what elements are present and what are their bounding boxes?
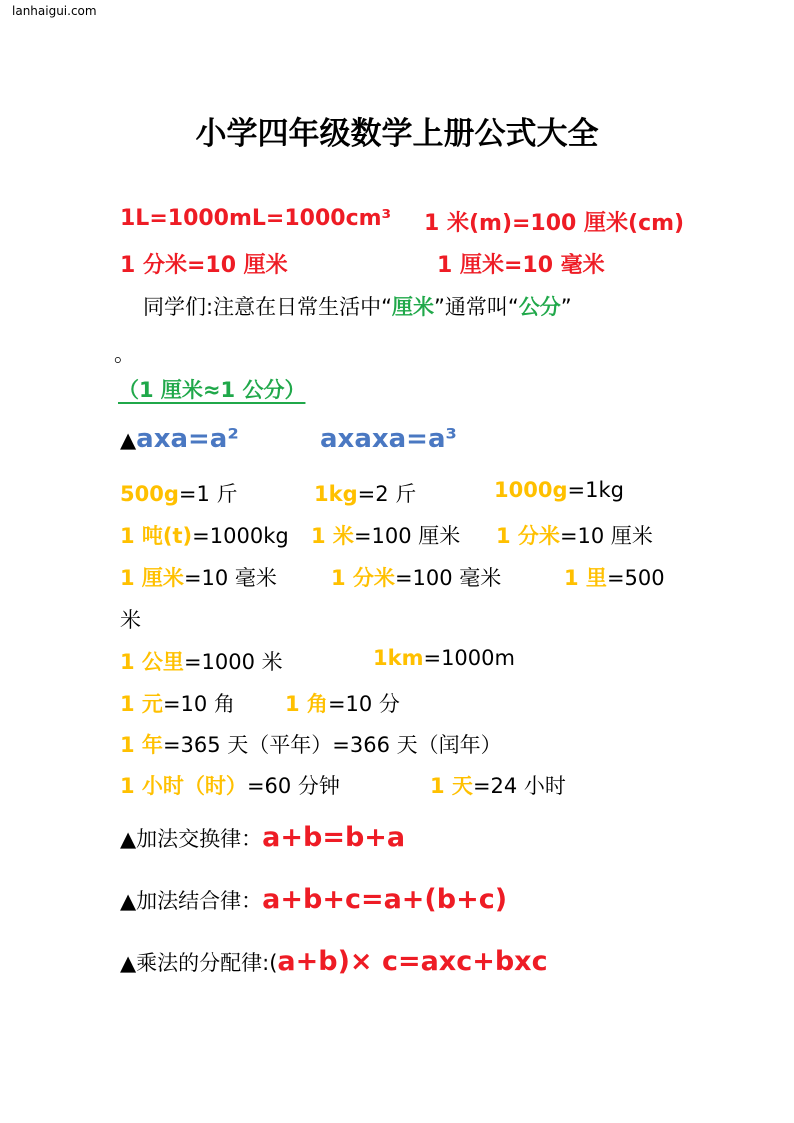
- conv-key: 1000g: [494, 478, 568, 502]
- conv-val: =1000kg: [192, 524, 289, 548]
- power-cube: axaxa=a³: [320, 424, 457, 454]
- conv-row-3-wrap: 米: [120, 608, 141, 632]
- note-word-gongfen: 公分: [518, 295, 561, 319]
- conv-row-1-c: [494, 478, 624, 502]
- conv-key: 1 天: [430, 774, 473, 798]
- conv-key: 1 公里: [120, 650, 184, 674]
- conv-key: 1 角: [285, 692, 328, 716]
- conv-val: =24 小时: [472, 774, 566, 798]
- conv-key: 1 年: [120, 733, 163, 757]
- note-prefix: 同学们:注意在日常生活中“: [143, 295, 392, 319]
- unit-row-2b: 1 厘米=10 毫米: [437, 253, 605, 278]
- conv-row-4-b: [373, 646, 515, 670]
- conv-row-2: [120, 520, 289, 550]
- conv-key: 1kg: [314, 482, 358, 506]
- law-label: ▲乘法的分配律:(: [120, 951, 278, 975]
- unit-row-2a: 1 分米=10 厘米: [120, 253, 288, 278]
- law-multiplication-distributive: [120, 946, 548, 977]
- conv-key: 1 米: [311, 524, 354, 548]
- conv-val: =100 厘米: [353, 524, 461, 548]
- law-addition-commutative: [120, 822, 405, 853]
- note-period: 。: [114, 342, 135, 366]
- conv-val: =2 斤: [357, 482, 417, 506]
- conv-val: =60 分钟: [246, 774, 340, 798]
- law-formula: a+b+c=a+(b+c): [262, 884, 508, 915]
- conv-key: 1 厘米: [120, 566, 184, 590]
- conv-val: =1000 米: [183, 650, 283, 674]
- conv-val: =10 角: [162, 692, 235, 716]
- conv-row-4: [120, 646, 283, 676]
- power-square: axa=a²: [136, 424, 239, 454]
- conv-key: 1 分米: [331, 566, 395, 590]
- conv-row-1: [120, 478, 238, 508]
- conv-row-1-b: [314, 478, 416, 508]
- conv-val: =1000m: [423, 646, 515, 670]
- conv-key: 1 元: [120, 692, 163, 716]
- law-addition-associative: [120, 884, 507, 915]
- conv-val: =1 斤: [178, 482, 238, 506]
- note-mid: ”通常叫“: [433, 295, 519, 319]
- conv-row-7-b: [430, 770, 566, 800]
- conv-row-3: [120, 562, 277, 592]
- conv-key: 1 分米: [496, 524, 560, 548]
- conv-key: 1 吨(t): [120, 524, 193, 548]
- power-row: [120, 424, 239, 454]
- conv-key: 1 小时（时）: [120, 774, 247, 798]
- law-formula: a+b)× c=axc+bxc: [277, 946, 548, 977]
- conv-row-3-c: [564, 562, 665, 592]
- unit-row-1a: 1L=1000mL=1000cm³: [120, 206, 392, 231]
- conv-key: 500g: [120, 482, 179, 506]
- conv-val: =10 厘米: [559, 524, 653, 548]
- site-watermark: lanhaigui.com: [12, 4, 97, 18]
- conv-val: =500: [606, 566, 665, 590]
- note-suffix: ”: [560, 295, 572, 319]
- conv-row-2-c: [496, 520, 653, 550]
- conv-row-2-b: [311, 520, 460, 550]
- note-word-limi: 厘米: [391, 295, 434, 319]
- triangle-icon: ▲: [120, 428, 137, 452]
- page-title: 小学四年级数学上册公式大全: [195, 116, 599, 152]
- conv-val: =10 毫米: [183, 566, 277, 590]
- conv-val: =10 分: [327, 692, 400, 716]
- conv-val: =100 毫米: [394, 566, 502, 590]
- conv-val: =365 天（平年）=366 天（闰年）: [162, 733, 502, 757]
- note-paren: （1 厘米≈1 公分）: [118, 378, 306, 402]
- conv-key: 1km: [373, 646, 424, 670]
- conv-row-5: [120, 688, 235, 718]
- law-formula: a+b=b+a: [262, 822, 406, 853]
- conv-row-6: [120, 729, 502, 759]
- conv-key: 1 里: [564, 566, 607, 590]
- note-sentence: [143, 291, 572, 321]
- conv-row-3-b: [331, 562, 501, 592]
- conv-row-5-b: [285, 688, 400, 718]
- unit-row-1b: 1 米(m)=100 厘米(cm): [424, 211, 685, 236]
- law-label: ▲加法结合律：: [120, 889, 263, 913]
- law-label: ▲加法交换律：: [120, 827, 263, 851]
- conv-val: =1kg: [567, 478, 624, 502]
- conv-row-7: [120, 770, 340, 800]
